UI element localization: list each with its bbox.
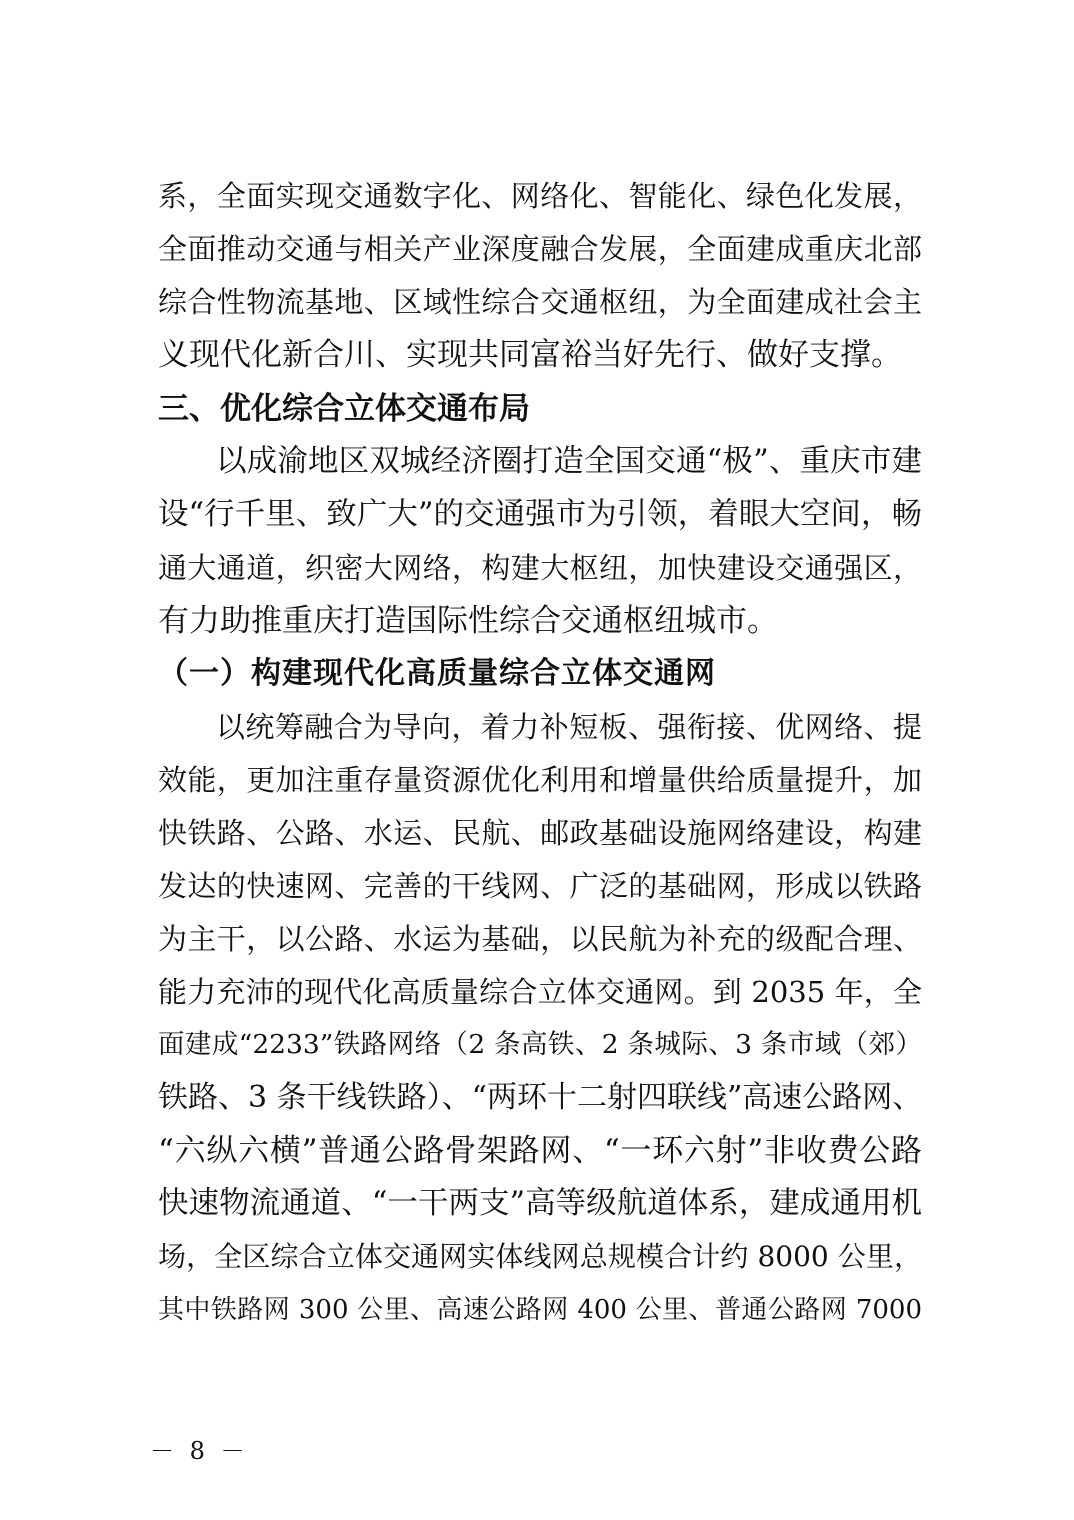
paragraph-line: 有力助推重庆打造国际性综合交通枢纽城市。 <box>158 603 778 639</box>
paragraph-line: 全面推动交通与相关产业深度融合发展，全面建成重庆北部 <box>158 232 922 266</box>
paragraph-line: 通大通道，织密大网络，构建大枢纽，加快建设交通强区， <box>158 551 922 585</box>
section-heading: 三、优化综合立体交通布局 <box>158 391 530 427</box>
paragraph-line: 铁路、3 条干线铁路）、“两环十二射四联线”高速公路网、 <box>158 1080 922 1115</box>
paragraph-line: 能力充沛的现代化高质量综合立体交通网。到 2035 年，全 <box>158 975 922 1009</box>
paragraph-line: 系，全面实现交通数字化、网络化、智能化、绿色化发展， <box>158 179 922 213</box>
paragraph-line: 面建成“2233”铁路网络（2 条高铁、2 条城际、3 条市域（郊） <box>158 1029 922 1060</box>
paragraph-line: 为主干，以公路、水运为基础，以民航为补充的级配合理、 <box>158 922 922 956</box>
paragraph-line: “六纵六横”普通公路骨架路网、“一环六射”非收费公路 <box>158 1133 922 1169</box>
paragraph-line: 快速物流通道、“一干两支”高等级航道体系，建成通用机 <box>158 1186 922 1221</box>
page-number: － 8 － <box>150 1437 249 1465</box>
paragraph-line: 综合性物流基地、区域性综合交通枢纽，为全面建成社会主 <box>158 285 922 319</box>
paragraph-line: 其中铁路网 300 公里、高速公路网 400 公里、普通公路网 7000 <box>158 1295 922 1325</box>
paragraph-line: 发达的快速网、完善的干线网、广泛的基础网，形成以铁路 <box>158 869 922 903</box>
paragraph-line: 以成渝地区双城经济圈打造全国交通“极”、重庆市建 <box>216 444 922 479</box>
paragraph-line: 场，全区综合立体交通网实体线网总规模合计约 8000 公里， <box>158 1240 922 1273</box>
paragraph-line: 效能，更加注重存量资源优化利用和增量供给质量提升，加 <box>158 763 922 797</box>
subsection-heading: （一）构建现代化高质量综合立体交通网 <box>158 656 716 691</box>
paragraph-line: 快铁路、公路、水运、民航、邮政基础设施网络建设，构建 <box>158 816 922 850</box>
paragraph-line: 义现代化新合川、实现共同富裕当好先行、做好支撑。 <box>158 337 902 373</box>
paragraph-line: 以统筹融合为导向，着力补短板、强衔接、优网络、提 <box>216 710 922 744</box>
paragraph-line: 设“行千里、致广大”的交通强市为引领，着眼大空间，畅 <box>158 497 922 532</box>
